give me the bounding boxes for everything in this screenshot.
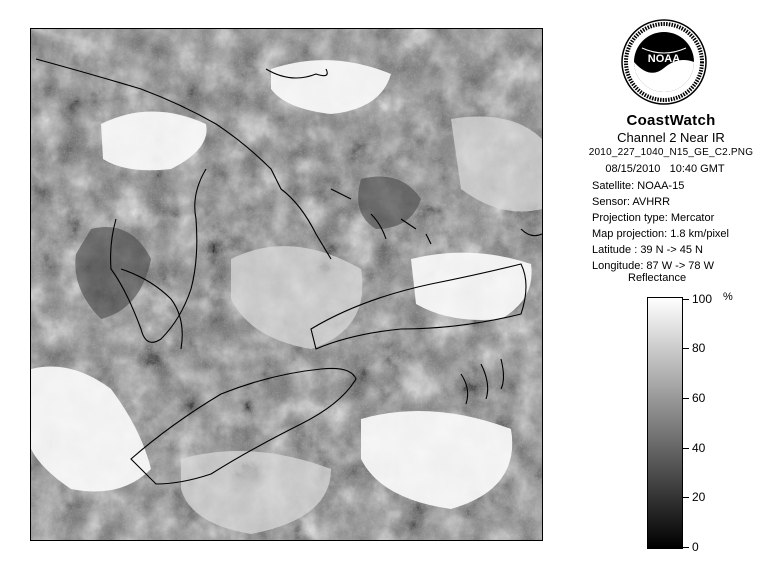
tick-mark <box>683 497 689 498</box>
tick-mark <box>683 348 689 349</box>
meta-satellite: Satellite: NOAA-15 <box>592 180 685 192</box>
date-time: 08/15/2010 10:40 GMT <box>605 163 725 175</box>
tick-mark <box>683 448 689 449</box>
tick-label: 100 <box>692 292 713 306</box>
meta-projection-type: Projection type: Mercator <box>592 212 715 224</box>
info-panel <box>560 0 782 572</box>
tick-mark <box>683 299 689 300</box>
meta-longitude: Longitude: 87 W -> 78 W <box>592 260 714 272</box>
meta-sensor: Sensor: AVHRR <box>592 196 671 208</box>
meta-latitude: Latitude : 39 N -> 45 N <box>592 244 703 256</box>
tick-mark <box>683 547 689 548</box>
colorbar <box>647 297 683 549</box>
legend-title: Reflectance <box>628 272 687 284</box>
reflectance-map <box>31 29 542 540</box>
satellite-image <box>30 28 543 541</box>
legend-unit: % <box>723 291 733 303</box>
tick-label: 60 <box>692 391 706 405</box>
file-name: 2010_227_1040_N15_GE_C2.PNG <box>588 147 754 158</box>
logo-text: NOAA <box>647 53 681 65</box>
tick-label: 80 <box>692 341 706 355</box>
channel-label: Channel 2 Near IR <box>617 130 725 145</box>
tick-label: 0 <box>692 540 699 554</box>
tick-label: 40 <box>692 441 706 455</box>
meta-map-projection: Map projection: 1.8 km/pixel <box>592 228 729 240</box>
noaa-logo <box>620 18 708 106</box>
tick-label: 20 <box>692 490 706 504</box>
tick-mark <box>683 398 689 399</box>
brand-title: CoastWatch <box>626 112 716 129</box>
